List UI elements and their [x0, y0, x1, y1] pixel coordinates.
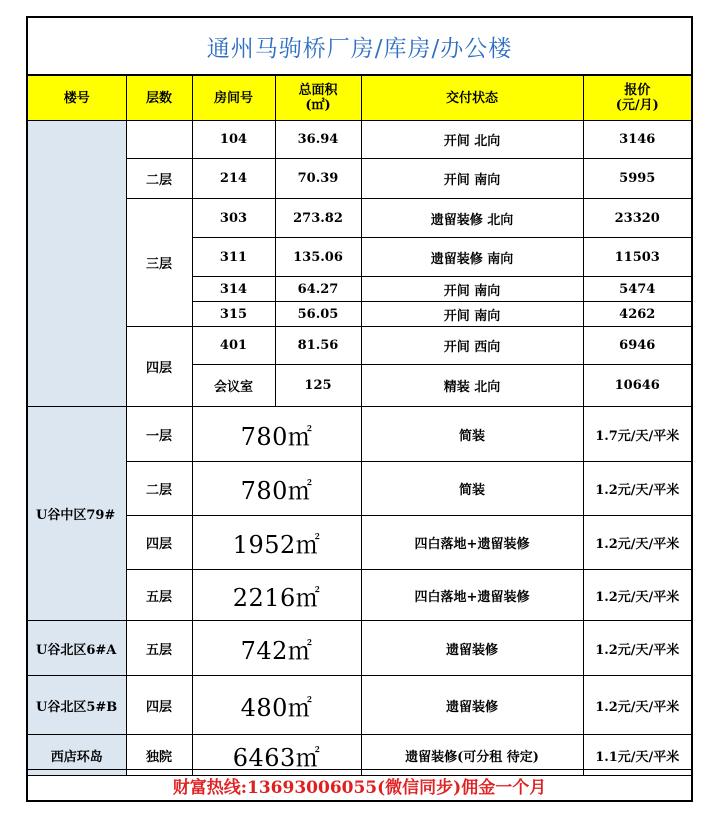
area-cell: 135.06: [275, 238, 361, 277]
listing-table: [28, 75, 691, 776]
room-cell: 401: [192, 327, 275, 365]
status-cell: 开间 南向: [361, 302, 583, 327]
floor-cell: 独院: [126, 735, 192, 776]
price-cell: 1.2元/天/平米: [583, 621, 691, 676]
area-cell: 1952㎡: [192, 516, 361, 570]
status-cell: 四白落地+遗留装修: [361, 516, 583, 570]
price-cell: 3146: [583, 121, 691, 159]
area-cell: 2216㎡: [192, 570, 361, 621]
area-cell: 742㎡: [192, 621, 361, 676]
status-cell: 遗留装修: [361, 676, 583, 735]
header-building: 楼号: [28, 76, 126, 121]
building-cell: U谷北区6#A: [28, 621, 126, 676]
price-cell: 23320: [583, 199, 691, 238]
header-area-line1: 总面积: [298, 83, 338, 98]
header-price-line1: 报价: [624, 83, 651, 98]
price-cell: 4262: [583, 302, 691, 327]
status-cell: 开间 西向: [361, 327, 583, 365]
price-cell: 1.1元/天/平米: [583, 735, 691, 776]
header-row: [28, 76, 691, 121]
price-cell: 5474: [583, 277, 691, 302]
status-cell: 遗留装修 南向: [361, 238, 583, 277]
floor-cell: 四层: [126, 327, 192, 407]
status-cell: 开间 南向: [361, 159, 583, 199]
header-price-line2: (元/月): [615, 98, 659, 113]
table-row: [28, 121, 691, 159]
status-cell: 遗留装修(可分租 待定): [361, 735, 583, 776]
floor-cell: 五层: [126, 621, 192, 676]
status-cell: 简装: [361, 407, 583, 462]
listing-sheet: [26, 16, 693, 802]
status-cell: 开间 北向: [361, 121, 583, 159]
room-cell: 315: [192, 302, 275, 327]
floor-cell: 一层: [126, 407, 192, 462]
table-row: [28, 676, 691, 735]
table-row: [28, 621, 691, 676]
contact-footer: 财富热线:13693006055(微信同步)佣金一个月: [28, 769, 691, 800]
header-status: 交付状态: [361, 76, 583, 121]
status-cell: 简装: [361, 462, 583, 516]
header-area: [275, 76, 361, 121]
building-cell: [28, 121, 126, 407]
area-cell: 56.05: [275, 302, 361, 327]
price-cell: 11503: [583, 238, 691, 277]
room-cell: 314: [192, 277, 275, 302]
price-cell: 5995: [583, 159, 691, 199]
table-row: [28, 159, 691, 199]
price-cell: 10646: [583, 365, 691, 407]
header-area-line2: (㎡): [305, 98, 331, 113]
header-price: [583, 76, 691, 121]
area-cell: 64.27: [275, 277, 361, 302]
room-cell: 104: [192, 121, 275, 159]
price-cell: 1.7元/天/平米: [583, 407, 691, 462]
table-row: [28, 327, 691, 365]
table-row: [28, 462, 691, 516]
area-cell: 780㎡: [192, 407, 361, 462]
price-cell: 1.2元/天/平米: [583, 516, 691, 570]
price-cell: 1.2元/天/平米: [583, 676, 691, 735]
area-cell: 36.94: [275, 121, 361, 159]
building-cell: U谷北区5#B: [28, 676, 126, 735]
area-cell: 6463㎡: [192, 735, 361, 776]
floor-cell: 二层: [126, 462, 192, 516]
price-cell: 1.2元/天/平米: [583, 570, 691, 621]
floor-cell: 四层: [126, 676, 192, 735]
floor-cell: 五层: [126, 570, 192, 621]
room-cell: 303: [192, 199, 275, 238]
area-cell: 125: [275, 365, 361, 407]
area-cell: 70.39: [275, 159, 361, 199]
status-cell: 四白落地+遗留装修: [361, 570, 583, 621]
table-row: [28, 516, 691, 570]
table-row: [28, 407, 691, 462]
floor-cell: 三层: [126, 199, 192, 327]
area-cell: 780㎡: [192, 462, 361, 516]
area-cell: 480㎡: [192, 676, 361, 735]
building-cell: U谷中区79#: [28, 407, 126, 621]
room-cell: 214: [192, 159, 275, 199]
status-cell: 开间 南向: [361, 277, 583, 302]
table-row: [28, 570, 691, 621]
header-room: 房间号: [192, 76, 275, 121]
floor-cell: [126, 121, 192, 159]
room-cell: 311: [192, 238, 275, 277]
price-cell: 6946: [583, 327, 691, 365]
status-cell: 遗留装修: [361, 621, 583, 676]
building-cell: 西店环岛: [28, 735, 126, 776]
header-floor: 层数: [126, 76, 192, 121]
area-cell: 81.56: [275, 327, 361, 365]
price-cell: 1.2元/天/平米: [583, 462, 691, 516]
status-cell: 精装 北向: [361, 365, 583, 407]
area-cell: 273.82: [275, 199, 361, 238]
status-cell: 遗留装修 北向: [361, 199, 583, 238]
room-cell: 会议室: [192, 365, 275, 407]
floor-cell: 四层: [126, 516, 192, 570]
sheet-title: 通州马驹桥厂房/库房/办公楼: [28, 18, 691, 75]
table-row: [28, 199, 691, 238]
floor-cell: 二层: [126, 159, 192, 199]
